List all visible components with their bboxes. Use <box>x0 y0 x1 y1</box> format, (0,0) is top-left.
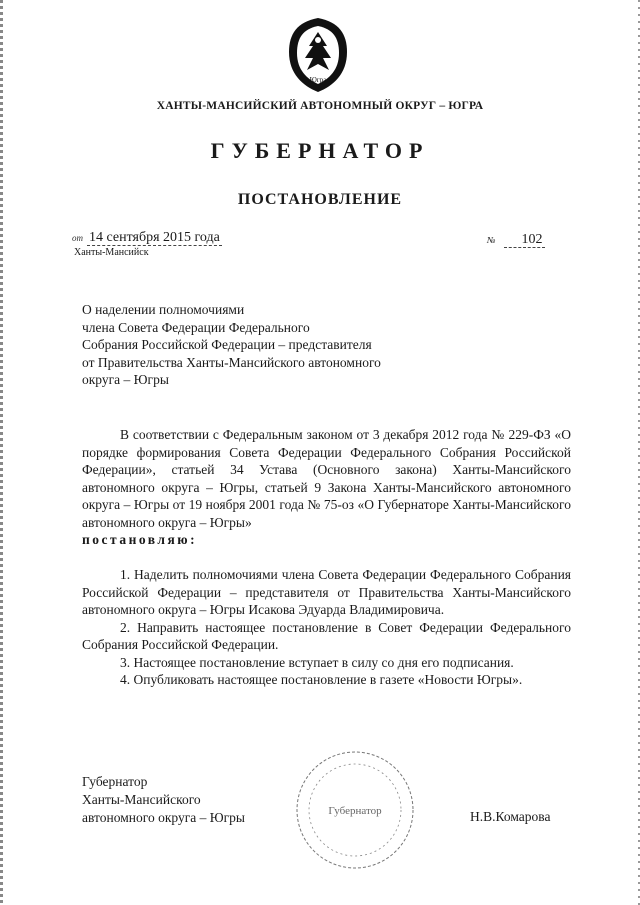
stamp-text: Губернатор <box>328 805 382 817</box>
subject-line: Собрания Российской Федерации – представителя <box>82 337 372 352</box>
position-line: Губернатор <box>82 774 148 789</box>
signatory-position <box>82 773 245 827</box>
date-prefix: от <box>72 233 83 243</box>
coat-of-arms-emblem <box>283 16 353 94</box>
document-number: 102 <box>504 232 545 248</box>
emblem-lettering: Югра <box>309 76 327 84</box>
decree-item: 4. Опубликовать настоящее постановление в газете «Новости Югры». <box>120 672 523 687</box>
decree-items <box>82 566 571 689</box>
decree-subject <box>82 301 482 389</box>
preamble-text: В соответствии с Федеральным законом от 3 декабря 2012 года № 229-ФЗ «О порядке формирования Совета Федерации Федерального Собрания Российской Федерации», статьей 34 Устава (Основного закона) Ханты-Мансийского автономного округа – Югры, статьей 9 Закона Ханты-Мансийского автономного округа – Югры от 19 ноября 2001 года № 75-оз «О Губернаторе Ханты-Мансийского автономного округа – Югры» <box>82 427 571 530</box>
number-sign: № <box>487 235 496 245</box>
decree-item: 2. Направить настоящее постановление в Совет Федерации Федерального Собрания Российской Федерации. <box>82 619 571 652</box>
page-title: ГУБЕРНАТОР <box>210 138 430 163</box>
ordered-word: постановляю: <box>82 532 198 547</box>
region-name: ХАНТЫ-МАНСИЙСКИЙ АВТОНОМНЫЙ ОКРУГ – ЮГРА <box>156 100 484 112</box>
document-city: Ханты-Мансийск <box>74 247 149 258</box>
subject-line: члена Совета Федерации Федерального <box>82 319 310 335</box>
date-line <box>72 230 222 246</box>
preamble-paragraph <box>82 426 571 549</box>
document-date: 14 сентября 2015 года <box>89 230 220 245</box>
official-stamp <box>292 747 418 873</box>
number-line <box>487 232 545 248</box>
subject-line: О наделении полномочиями <box>82 302 245 317</box>
signer-name: Н.В.Комарова <box>470 809 551 824</box>
position-line: Ханты-Мансийского <box>82 792 201 807</box>
decree-item: 3. Настоящее постановление вступает в силу со дня его подписания. <box>120 654 514 670</box>
position-line: автономного округа – Югры <box>82 810 245 825</box>
decree-item: 1. Наделить полномочиями члена Совета Федерации Федерального Собрания Российской Федерации – представителя от Правительства Ханты-Мансийского автономного округа – Югры Исакова Эдуарда Владимировича. <box>82 567 571 617</box>
subject-line: округа – Югры <box>82 372 169 387</box>
document-type: ПОСТАНОВЛЕНИЕ <box>237 191 403 208</box>
subject-line: от Правительства Ханты-Мансийского автономного <box>82 354 381 370</box>
